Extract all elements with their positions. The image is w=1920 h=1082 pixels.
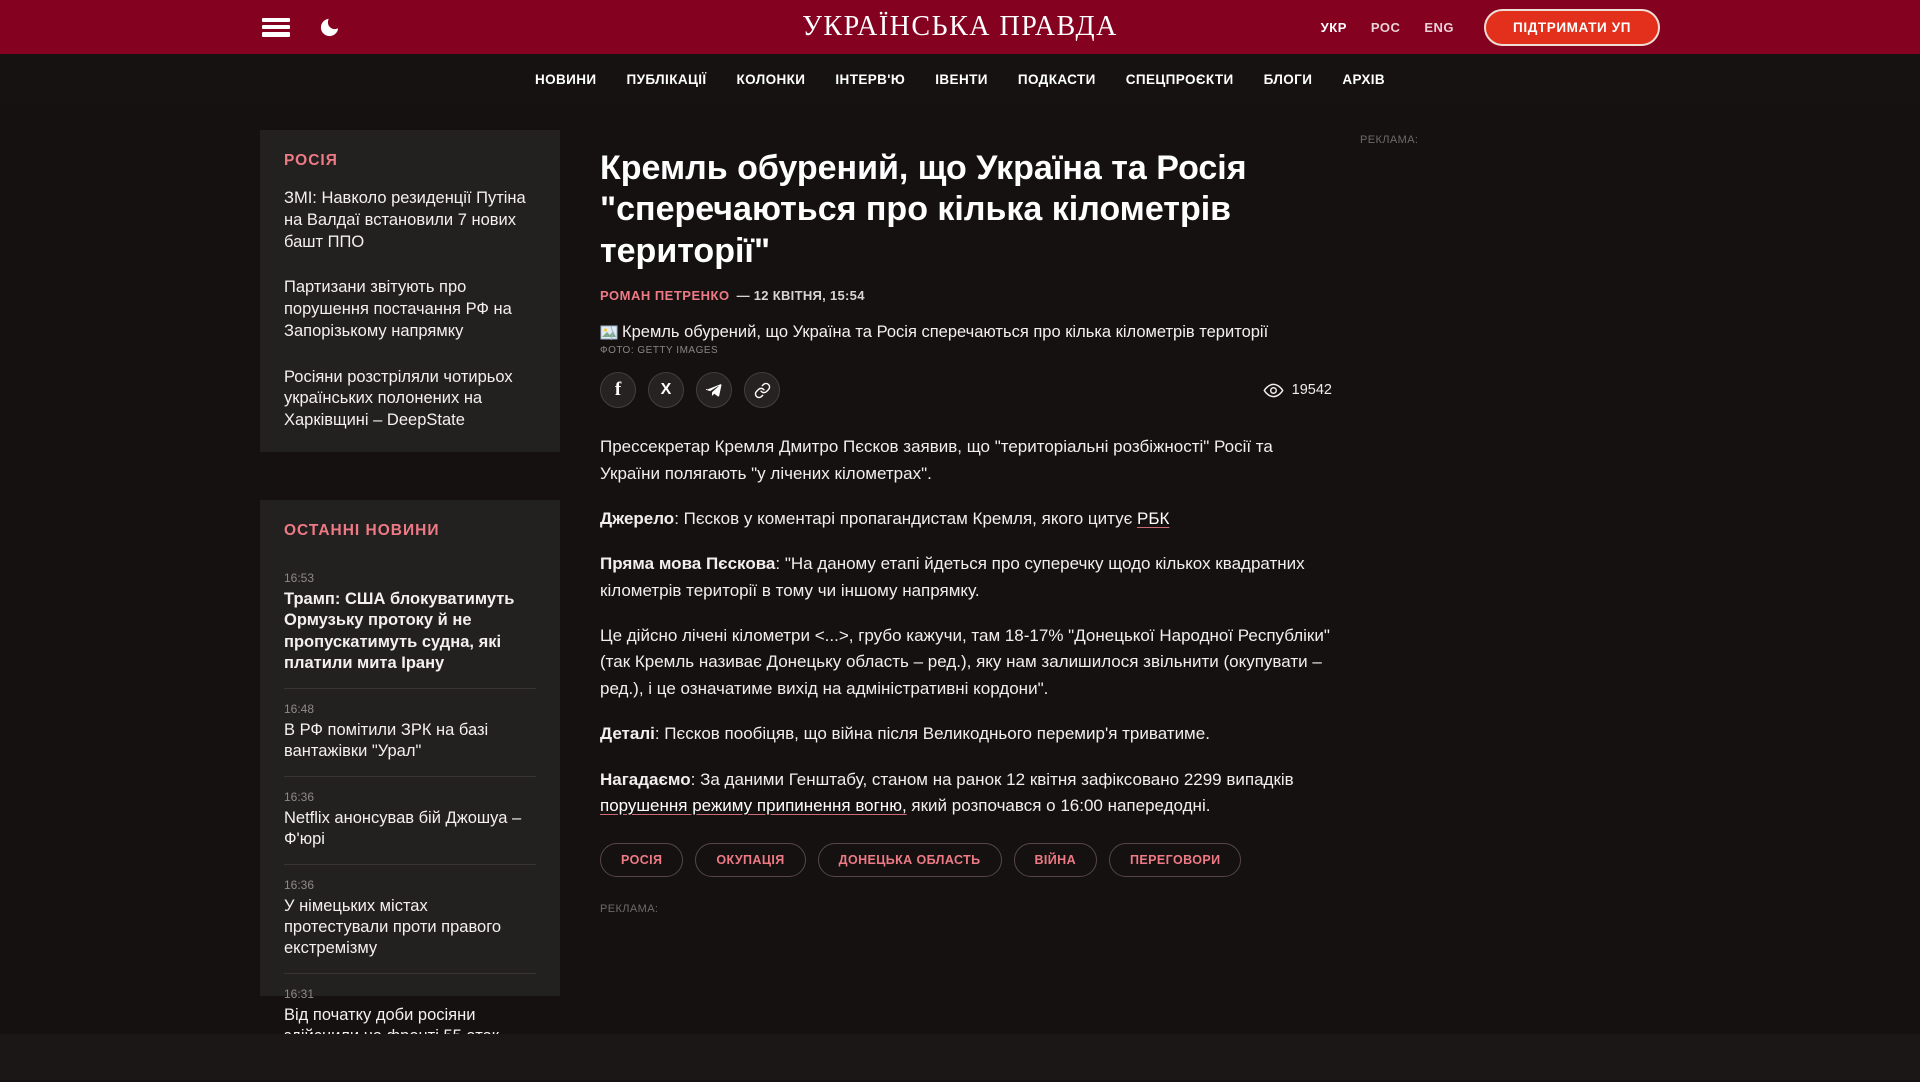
support-up-button[interactable]: ПІДТРИМАТИ УП (1484, 9, 1660, 46)
latest-news-time: 16:36 (284, 877, 315, 892)
nav-item-інтерв'ю[interactable]: ІНТЕРВ'Ю (835, 71, 906, 87)
broken-image-icon (600, 325, 618, 341)
publish-date: — 12 КВІТНЯ, 15:54 (736, 288, 865, 304)
photo-credit: ФОТО: GETTY IMAGES (600, 345, 719, 357)
byline (600, 288, 1332, 303)
view-count: 19542 (1291, 382, 1332, 399)
sidebar-topic-box (260, 130, 560, 452)
language-укр[interactable]: УКР (1320, 19, 1347, 35)
article-paragraph (600, 623, 1332, 702)
paragraph-text: Прессекретар Кремля Дмитро Пєсков заявив, що "територіальні розбіжності" Росії та України полягають "у лічених кілометрах". (600, 437, 1273, 483)
paragraph-text: який розпочався о 16:00 напередодні. (906, 795, 1211, 815)
image-alt-text: Кремль обурений, що Україна та Росія сперечаються про кілька кілометрів території (622, 323, 1269, 342)
nav-item-івенти[interactable]: ІВЕНТИ (935, 71, 988, 87)
topic-box-title[interactable]: РОСІЯ (284, 152, 338, 169)
facebook-share-icon[interactable]: f (600, 372, 636, 408)
language-switcher (1321, 20, 1454, 35)
article-body (600, 434, 1332, 819)
latest-news-item[interactable] (284, 776, 536, 864)
inline-link[interactable]: РБК (1137, 509, 1170, 529)
dark-mode-toggle-moon-icon[interactable] (316, 14, 342, 40)
site-header (0, 0, 1920, 54)
tag-pill[interactable]: ВІЙНА (1014, 843, 1098, 877)
footer (0, 1034, 1920, 1080)
nav-item-колонки[interactable]: КОЛОНКИ (736, 71, 806, 87)
paragraph-label: Джерело (600, 509, 675, 529)
paragraph-label: Пряма мова Пєскова (600, 554, 776, 574)
paragraph-text: : "На даному етапі йдеться про суперечку щодо кількох квадратних кілометрів території в тому чи іншому напрямку. (600, 554, 1305, 600)
share-row (600, 372, 1332, 408)
telegram-share-icon[interactable] (696, 372, 732, 408)
site-logo: УКРАЇНСЬКА ПРАВДА (802, 11, 1118, 42)
language-рос[interactable]: РОС (1370, 19, 1401, 35)
sidebar-news-link[interactable]: Партизани звітують про порушення постачання РФ на Запорізькому напрямку (284, 278, 512, 340)
paragraph-label: Нагадаємо (600, 769, 691, 789)
latest-news-title[interactable]: ОСТАННІ НОВИНИ (284, 522, 440, 539)
hamburger-menu-icon[interactable] (262, 18, 290, 37)
x-twitter-share-icon[interactable]: X (648, 372, 684, 408)
latest-news-time: 16:48 (284, 701, 315, 716)
latest-news-title: У німецьких містах протестували проти правого екстремізму (284, 896, 502, 958)
bottom-ad-label: РЕКЛАМА: (600, 903, 659, 916)
right-ad-label: РЕКЛАМА: (1360, 134, 1419, 146)
inline-link[interactable]: порушення режиму припинення вогню, (600, 795, 907, 815)
nav-item-блоги[interactable]: БЛОГИ (1263, 71, 1313, 87)
latest-news-time: 16:36 (284, 789, 315, 804)
latest-news-time: 16:53 (284, 571, 315, 585)
article-paragraph (600, 506, 1332, 532)
paragraph-text: : Пєсков пообіцяв, що війна після Великоднього перемир'я триватиме. (654, 724, 1210, 744)
sidebar-news-link[interactable]: Росіяни розстріляли чотирьох українських полонених на Харківщині – DeepState (284, 367, 513, 430)
tag-pill[interactable]: ОКУПАЦІЯ (695, 843, 805, 877)
latest-news-item[interactable] (284, 864, 536, 973)
latest-news-item[interactable] (284, 688, 536, 776)
tag-pill[interactable]: РОСІЯ (600, 843, 683, 877)
tags-row (600, 843, 1332, 877)
latest-news-title: В РФ помітили ЗРК на базі вантажівки "Урал" (284, 720, 489, 761)
language-eng[interactable]: ENG (1424, 19, 1455, 35)
sidebar-news-link[interactable]: ЗМІ: Навколо резиденції Путіна на Валдаї встановили 7 нових башт ППО (284, 189, 526, 251)
nav-item-новини[interactable]: НОВИНИ (534, 71, 597, 87)
main-navigation (0, 54, 1920, 104)
tag-pill[interactable]: ПЕРЕГОВОРИ (1109, 843, 1241, 877)
article-paragraph (600, 434, 1332, 487)
sidebar-latest-news-box (260, 500, 560, 1024)
article-title: Кремль обурений, що Україна та Росія "сперечаються про кілька кілометрів території" (600, 149, 1247, 270)
paragraph-text: : Пєсков у коментарі пропагандистам Кремля, якого цитує (674, 509, 1138, 529)
nav-item-публікації[interactable]: ПУБЛІКАЦІЇ (626, 71, 707, 87)
tag-pill[interactable]: ДОНЕЦЬКА ОБЛАСТЬ (818, 843, 1002, 877)
latest-news-title: Трамп: США блокуватимуть Ормузьку протоку й не пропускатимуть судна, які платили мита Ірану (284, 590, 515, 673)
article-paragraph (600, 767, 1332, 820)
paragraph-text: Це дійсно лічені кілометри <...>, грубо кажучи, там 18-17% "Донецької Народної Республіки" (так Кремль називає Донецьку область – ред.), яку нам залишилося звільнити (окупувати – ред.), і це означатиме вихід на адміністративні кордони". (600, 626, 1330, 698)
paragraph-text: : За даними Генштабу, станом на ранок 12 квітня зафіксовано 2299 випадків (690, 769, 1294, 789)
nav-item-спецпроєкти[interactable]: СПЕЦПРОЄКТИ (1125, 71, 1234, 87)
paragraph-label: Деталі (600, 724, 655, 744)
latest-news-title: Netflix анонсував бій Джошуа – Ф'юрі (284, 808, 522, 849)
latest-news-title: Від початку доби росіяни (284, 1005, 476, 1024)
nav-item-архів[interactable]: АРХІВ (1342, 71, 1386, 87)
article-paragraph (600, 551, 1332, 604)
author-link[interactable]: РОМАН ПЕТРЕНКО (600, 288, 730, 304)
latest-news-time: 16:31 (284, 986, 315, 1001)
article-image-broken (600, 323, 1332, 342)
view-counter (1263, 380, 1332, 401)
copy-link-icon[interactable] (744, 372, 780, 408)
article (600, 148, 1332, 915)
article-paragraph (600, 721, 1332, 747)
eye-icon (1263, 380, 1284, 401)
nav-item-подкасти[interactable]: ПОДКАСТИ (1017, 71, 1096, 87)
latest-news-item[interactable] (284, 558, 536, 688)
